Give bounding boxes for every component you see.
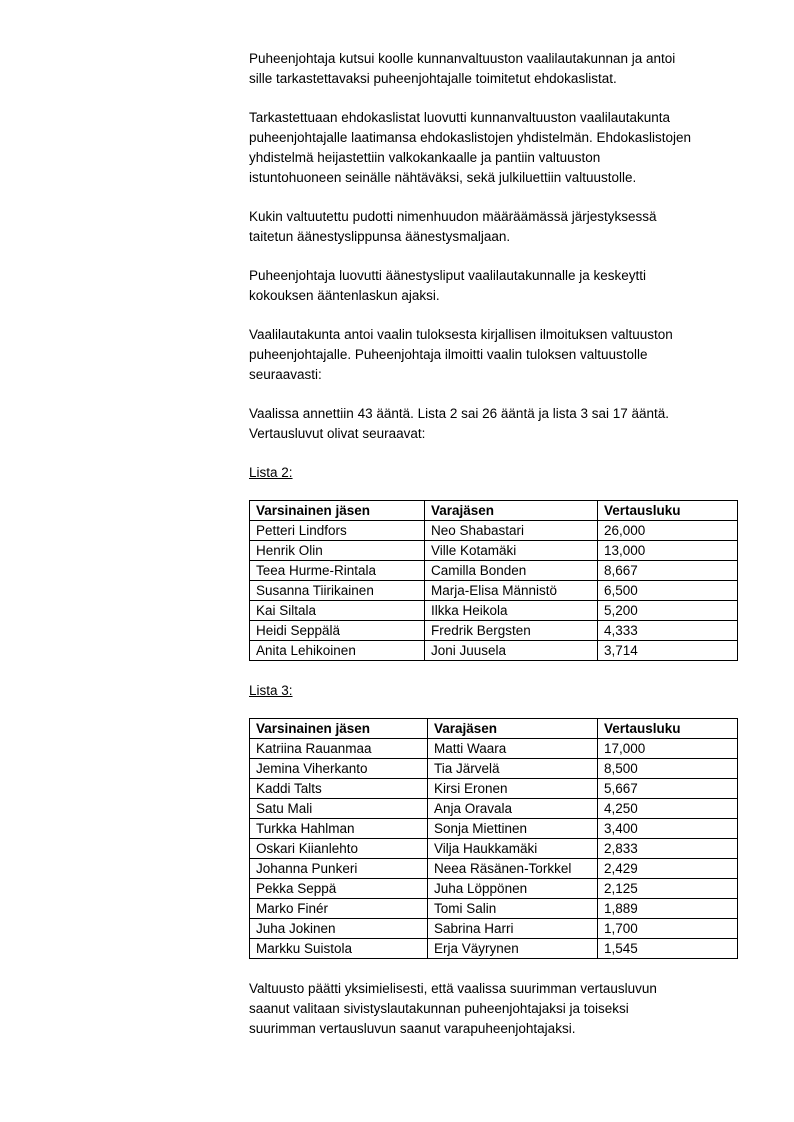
cell-deputy: Juha Löppönen: [428, 879, 598, 899]
cell-member: Jemina Viherkanto: [250, 759, 428, 779]
paragraph-voting: Kukin valtuutettu pudotti nimenhuudon määräämässä järjestyksessä taitetun äänestyslippunsa äänestysmaljaan.: [249, 209, 657, 244]
cell-member: Oskari Kiianlehto: [250, 839, 428, 859]
table-row: [250, 601, 738, 621]
header-member: Varsinainen jäsen: [250, 501, 425, 521]
paragraph-result-notice: Vaalilautakunta antoi vaalin tuloksesta kirjallisen ilmoituksen valtuuston puheenjohtajalle. Puheenjohtaja ilmoitti vaalin tuloksen valtuustolle seuraavasti:: [249, 327, 673, 382]
cell-deputy: Tomi Salin: [428, 899, 598, 919]
table-row: [250, 779, 738, 799]
cell-member: Katriina Rauanmaa: [250, 739, 428, 759]
cell-ratio: 17,000: [598, 739, 738, 759]
cell-deputy: Fredrik Bergsten: [425, 621, 598, 641]
table-row: [250, 541, 738, 561]
cell-ratio: 2,833: [598, 839, 738, 859]
table-header-row: [250, 719, 738, 739]
cell-deputy: Matti Waara: [428, 739, 598, 759]
cell-member: Markku Suistola: [250, 939, 428, 959]
paragraph-vote-totals: Vaalissa annettiin 43 ääntä. Lista 2 sai 26 ääntä ja lista 3 sai 17 ääntä. Vertausluvut olivat seuraavat:: [249, 406, 670, 441]
document-page: [249, 49, 739, 1058]
table-row: [250, 859, 738, 879]
cell-ratio: 1,889: [598, 899, 738, 919]
cell-ratio: 4,250: [598, 799, 738, 819]
cell-deputy: Joni Juusela: [425, 641, 598, 661]
cell-ratio: 1,545: [598, 939, 738, 959]
list3-body: [250, 739, 738, 959]
cell-deputy: Vilja Haukkamäki: [428, 839, 598, 859]
table-row: [250, 819, 738, 839]
cell-deputy: Sabrina Harri: [428, 919, 598, 939]
paragraph-counting: Puheenjohtaja luovutti äänestysliput vaalilautakunnalle ja keskeytti kokouksen ääntenlaskun ajaksi.: [249, 268, 647, 303]
cell-member: Johanna Punkeri: [250, 859, 428, 879]
cell-member: Juha Jokinen: [250, 919, 428, 939]
cell-ratio: 8,500: [598, 759, 738, 779]
cell-member: Kaddi Talts: [250, 779, 428, 799]
cell-ratio: 5,667: [598, 779, 738, 799]
cell-ratio: 4,333: [598, 621, 738, 641]
table-row: [250, 879, 738, 899]
cell-member: Susanna Tiirikainen: [250, 581, 425, 601]
cell-member: Anita Lehikoinen: [250, 641, 425, 661]
cell-member: Turkka Hahlman: [250, 819, 428, 839]
list3-heading: Lista 3:: [249, 683, 293, 698]
list2-body: [250, 521, 738, 661]
cell-deputy: Sonja Miettinen: [428, 819, 598, 839]
cell-member: Heidi Seppälä: [250, 621, 425, 641]
list2-table: [249, 500, 738, 661]
cell-member: Henrik Olin: [250, 541, 425, 561]
list2-heading: Lista 2:: [249, 465, 293, 480]
table-row: [250, 561, 738, 581]
table-row: [250, 521, 738, 541]
cell-ratio: 6,500: [598, 581, 738, 601]
cell-deputy: Camilla Bonden: [425, 561, 598, 581]
cell-deputy: Ilkka Heikola: [425, 601, 598, 621]
cell-ratio: 13,000: [598, 541, 738, 561]
cell-ratio: 26,000: [598, 521, 738, 541]
cell-deputy: Ville Kotamäki: [425, 541, 598, 561]
cell-ratio: 1,700: [598, 919, 738, 939]
cell-deputy: Kirsi Eronen: [428, 779, 598, 799]
cell-member: Satu Mali: [250, 799, 428, 819]
table-row: [250, 759, 738, 779]
paragraph-candidate-lists: Tarkastettuaan ehdokaslistat luovutti kunnanvaltuuston vaalilautakunta puheenjohtajalle laatimansa ehdokaslistojen yhdistelmän. Ehdokaslistojen yhdistelmä heijastettiin valkokankaalle ja pantiin valtuuston istuntohuoneen seinälle nähtäväksi, sekä julkiluettiin valtuustolle.: [249, 110, 692, 185]
cell-deputy: Erja Väyrynen: [428, 939, 598, 959]
header-ratio: Vertausluku: [598, 719, 738, 739]
table-row: [250, 799, 738, 819]
cell-ratio: 2,125: [598, 879, 738, 899]
paragraph-intro: Puheenjohtaja kutsui koolle kunnanvaltuuston vaalilautakunnan ja antoi sille tarkastettavaksi puheenjohtajalle toimitetut ehdokaslistat.: [249, 51, 676, 86]
table-row: [250, 621, 738, 641]
paragraph-decision: Valtuusto päätti yksimielisesti, että vaalissa suurimman vertausluvun saanut valitaan sivistyslautakunnan puheenjohtajaksi ja toiseksi suurimman vertausluvun saanut varapuheenjohtajaksi.: [249, 981, 657, 1036]
cell-member: Teea Hurme-Rintala: [250, 561, 425, 581]
cell-deputy: Anja Oravala: [428, 799, 598, 819]
table-row: [250, 641, 738, 661]
cell-member: Marko Finér: [250, 899, 428, 919]
header-deputy: Varajäsen: [428, 719, 598, 739]
cell-deputy: Tia Järvelä: [428, 759, 598, 779]
table-row: [250, 581, 738, 601]
cell-member: Petteri Lindfors: [250, 521, 425, 541]
table-row: [250, 899, 738, 919]
cell-deputy: Neea Räsänen-Torkkel: [428, 859, 598, 879]
header-deputy: Varajäsen: [425, 501, 598, 521]
cell-ratio: 3,714: [598, 641, 738, 661]
cell-ratio: 3,400: [598, 819, 738, 839]
cell-deputy: Marja-Elisa Männistö: [425, 581, 598, 601]
header-member: Varsinainen jäsen: [250, 719, 428, 739]
table-row: [250, 739, 738, 759]
cell-ratio: 8,667: [598, 561, 738, 581]
cell-member: Pekka Seppä: [250, 879, 428, 899]
table-row: [250, 839, 738, 859]
table-row: [250, 939, 738, 959]
list3-table: [249, 718, 738, 959]
table-row: [250, 919, 738, 939]
header-ratio: Vertausluku: [598, 501, 738, 521]
table-header-row: [250, 501, 738, 521]
cell-deputy: Neo Shabastari: [425, 521, 598, 541]
cell-ratio: 2,429: [598, 859, 738, 879]
cell-ratio: 5,200: [598, 601, 738, 621]
cell-member: Kai Siltala: [250, 601, 425, 621]
